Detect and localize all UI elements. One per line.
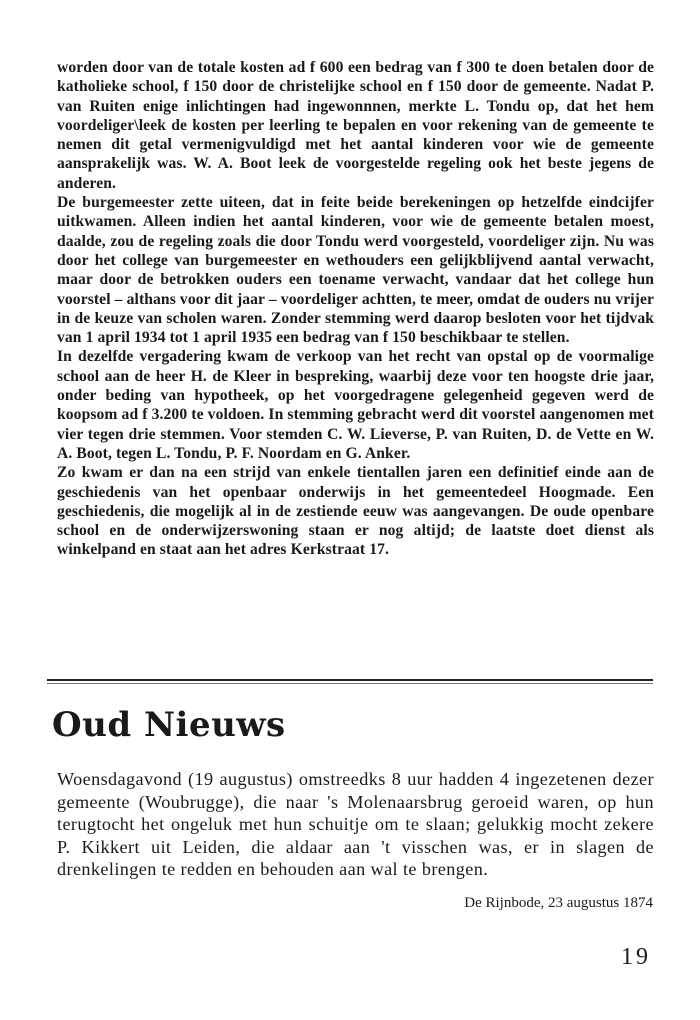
article-paragraph: In dezelfde vergadering kwam de verkoop van het recht van opstal op de voormalige school aan de heer H. de Kleer in bespreking, waarbij deze voor ten hoogste drie jaar, onder beding van hypotheek, op het voorgedragene gelegenheid gegeven werd de koopsom ad f 3.200 te voldoen. In stemming gebracht werd dit voorstel aangenomen met vier tegen drie stemmen. Voor stemden C. W. Lieverse, P. van Ruiten, D. de Vette en W. A. Boot, tegen L. Tondu, P. F. Noordam en G. Anker. — [57, 348, 654, 462]
news-item: Woensdagavond (19 augustus) omstreedks 8 uur hadden 4 ingezetenen dezer gemeente (Woubrugge), die naar 's Molenaarsbrug geroeid waren, op hun terugtocht het ongeluk met hun schuitje om te slaan; gelukkig mocht zekere P. Kikkert uit Leiden, die aldaar aan 't visschen was, er in slagen de drenkelingen te redden en behouden aan wal te brengen. — [57, 769, 654, 880]
section-divider — [47, 679, 653, 681]
article-paragraph: De burgemeester zette uiteen, dat in feite beide berekeningen op hetzelfde eindcijfer uitkwamen. Alleen indien het aantal kinderen, voor wie de gemeente betalen moest, daalde, zou de regeling zoals die door Tondu werd voorgesteld, voordeliger zijn. Nu was door het college van burgemeester en wethouders een gelijkblijvend aantal verwacht, maar door de betrokken ouders een toename verwacht, vandaar dat het college hun voorstel – althans voor dit jaar – voordeliger achtten, te meer, omdat de ouders nu vrijer in de keuze van scholen waren. Zonder stemming werd daarop besloten voor het tijdvak van 1 april 1934 tot 1 april 1935 een bedrag van f 150 beschikbaar te stellen. — [57, 194, 654, 347]
section-heading: Oud Nieuws — [52, 705, 286, 745]
article-paragraph: Zo kwam er dan na een strijd van enkele tientallen jaren een definitief einde aan de geschiedenis van het openbaar onderwijs in het gemeentedeel Hoogmade. Een geschiedenis, die mogelijk al in de zestiende eeuw was aangevangen. De oude openbare school en de onderwijzerswoning staan er nog altijd; de laatste doet dienst als winkelpand en staat aan het adres Kerkstraat 17. — [57, 464, 654, 559]
page-number: 19 — [621, 944, 651, 970]
news-source: De Rijnbode, 23 augustus 1874 — [464, 895, 653, 911]
article-paragraph: worden door van de totale kosten ad f 600 een bedrag van f 300 te doen betalen door de katholieke school, f 150 door de christelijke school en f 150 door de gemeente. Nadat P. van Ruiten enige inlichtingen had ingewonnnen, merkte L. Tondu op, dat het hem voordeliger\leek de kosten per leerling te bepalen en voor rekening van de gemeente te nemen dit getal vermenigvuldigd met het aantal kinderen voor wie de gemeente aansprakelijk was. W. A. Boot leek de voorgestelde regeling ook het beste jegens de anderen. — [57, 59, 654, 192]
article-body — [57, 58, 654, 560]
